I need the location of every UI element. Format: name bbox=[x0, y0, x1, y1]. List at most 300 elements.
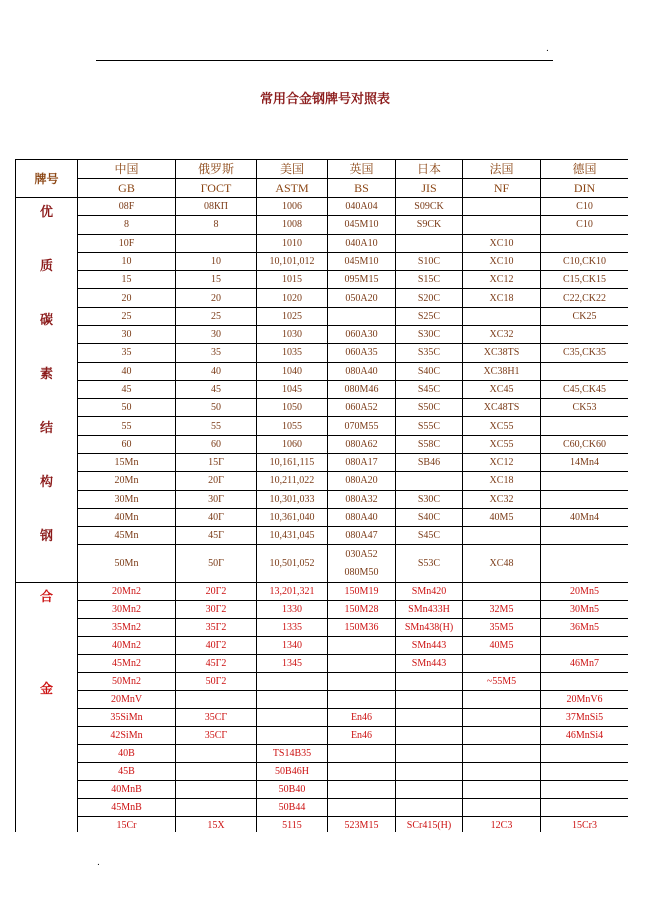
header-rule bbox=[96, 60, 553, 61]
table-cell: 1035 bbox=[257, 344, 328, 362]
steel-group-char: 合 bbox=[39, 590, 53, 605]
table-cell: 40 bbox=[78, 362, 176, 380]
table-cell bbox=[463, 583, 541, 601]
table-cell: 150M19 bbox=[328, 583, 396, 601]
table-row bbox=[16, 508, 629, 526]
table-row bbox=[16, 799, 629, 817]
table-cell bbox=[396, 799, 463, 817]
table-cell bbox=[541, 472, 629, 490]
table-cell bbox=[463, 691, 541, 709]
table-cell: 1340 bbox=[257, 637, 328, 655]
table-cell: 20 bbox=[78, 289, 176, 307]
table-cell: En46 bbox=[328, 709, 396, 727]
table-cell: 20 bbox=[176, 289, 257, 307]
table-cell: 35M5 bbox=[463, 619, 541, 637]
table-cell bbox=[541, 673, 629, 691]
table-row bbox=[16, 453, 629, 471]
table-cell: S30C bbox=[396, 325, 463, 343]
table-cell: XC32 bbox=[463, 490, 541, 508]
table-cell: 523M15 bbox=[328, 817, 396, 833]
table-cell bbox=[541, 637, 629, 655]
table-cell: 40Mn bbox=[78, 508, 176, 526]
table-cell: 20Mn bbox=[78, 472, 176, 490]
table-cell bbox=[463, 745, 541, 763]
table-cell: 050A20 bbox=[328, 289, 396, 307]
steel-grade-table-wrapper bbox=[15, 159, 628, 832]
table-cell: S25C bbox=[396, 307, 463, 325]
table-cell: SCr415(H) bbox=[396, 817, 463, 833]
table-cell: 5115 bbox=[257, 817, 328, 833]
table-cell: 10,101,012 bbox=[257, 252, 328, 270]
table-cell: 40 bbox=[176, 362, 257, 380]
table-cell: 50B46H bbox=[257, 763, 328, 781]
table-cell: 40Г bbox=[176, 508, 257, 526]
table-cell: 1006 bbox=[257, 198, 328, 216]
table-cell: C10 bbox=[541, 216, 629, 234]
table-row bbox=[16, 198, 629, 216]
table-cell: S9CK bbox=[396, 216, 463, 234]
table-cell: 10,301,033 bbox=[257, 490, 328, 508]
table-cell: C10,CK10 bbox=[541, 252, 629, 270]
table-cell bbox=[463, 655, 541, 673]
table-cell bbox=[541, 490, 629, 508]
table-cell: SMn420 bbox=[396, 583, 463, 601]
table-cell: 150M36 bbox=[328, 619, 396, 637]
table-row bbox=[16, 380, 629, 398]
country-header: 德国 bbox=[541, 160, 629, 179]
table-cell: 30Г2 bbox=[176, 601, 257, 619]
table-cell: 045M10 bbox=[328, 216, 396, 234]
table-cell: 1020 bbox=[257, 289, 328, 307]
table-cell: 50Mn bbox=[78, 545, 176, 583]
table-row bbox=[16, 417, 629, 435]
table-cell: XC48 bbox=[463, 545, 541, 583]
table-cell: 080A47 bbox=[328, 527, 396, 545]
table-row bbox=[16, 325, 629, 343]
table-cell: 40M5 bbox=[463, 637, 541, 655]
table-cell: 1040 bbox=[257, 362, 328, 380]
table-cell bbox=[463, 727, 541, 745]
table-cell bbox=[463, 781, 541, 799]
table-row bbox=[16, 271, 629, 289]
header-row-standards bbox=[16, 179, 629, 198]
table-cell: 10,361,040 bbox=[257, 508, 328, 526]
table-row bbox=[16, 691, 629, 709]
table-cell: CK25 bbox=[541, 307, 629, 325]
standard-header: DIN bbox=[541, 179, 629, 198]
table-cell: 35SiMn bbox=[78, 709, 176, 727]
table-cell: XC45 bbox=[463, 380, 541, 398]
table-cell: 080A32 bbox=[328, 490, 396, 508]
table-cell bbox=[328, 307, 396, 325]
table-cell: 50 bbox=[176, 399, 257, 417]
standard-header: ASTM bbox=[257, 179, 328, 198]
table-cell: 45Mn2 bbox=[78, 655, 176, 673]
steel-group-char: 质 bbox=[39, 259, 53, 274]
table-cell: XC38TS bbox=[463, 344, 541, 362]
table-cell: 50Г2 bbox=[176, 673, 257, 691]
table-cell: 45Mn bbox=[78, 527, 176, 545]
table-cell: 1335 bbox=[257, 619, 328, 637]
table-cell: 40MnB bbox=[78, 781, 176, 799]
table-cell: S10C bbox=[396, 252, 463, 270]
table-cell: 1010 bbox=[257, 234, 328, 252]
table-cell: 35 bbox=[78, 344, 176, 362]
table-cell: SMn443 bbox=[396, 637, 463, 655]
steel-group-char: 钢 bbox=[39, 529, 53, 544]
standard-header: NF bbox=[463, 179, 541, 198]
table-cell: 35CГ bbox=[176, 709, 257, 727]
table-cell: 20MnV bbox=[78, 691, 176, 709]
table-cell: 37MnSi5 bbox=[541, 709, 629, 727]
table-cell: 060A52 bbox=[328, 399, 396, 417]
table-cell: 35CГ bbox=[176, 727, 257, 745]
table-cell bbox=[328, 763, 396, 781]
table-cell bbox=[396, 472, 463, 490]
table-cell bbox=[541, 362, 629, 380]
table-cell: XC18 bbox=[463, 289, 541, 307]
steel-group-char: 结 bbox=[39, 421, 53, 436]
table-cell: C60,CK60 bbox=[541, 435, 629, 453]
table-cell: 1055 bbox=[257, 417, 328, 435]
table-cell: 30Г bbox=[176, 490, 257, 508]
table-row bbox=[16, 655, 629, 673]
table-cell: 35Mn2 bbox=[78, 619, 176, 637]
table-cell: 30Mn5 bbox=[541, 601, 629, 619]
table-cell: 040A04 bbox=[328, 198, 396, 216]
table-cell bbox=[463, 799, 541, 817]
table-cell bbox=[396, 781, 463, 799]
table-row bbox=[16, 727, 629, 745]
table-cell: 10 bbox=[78, 252, 176, 270]
table-cell: 55 bbox=[176, 417, 257, 435]
table-cell: 150M28 bbox=[328, 601, 396, 619]
table-cell: 080A62 bbox=[328, 435, 396, 453]
table-cell bbox=[176, 691, 257, 709]
table-cell bbox=[396, 234, 463, 252]
steel-group-char: 金 bbox=[39, 682, 53, 697]
table-cell: 070M55 bbox=[328, 417, 396, 435]
table-cell: 36Mn5 bbox=[541, 619, 629, 637]
table-cell: 45B bbox=[78, 763, 176, 781]
table-cell bbox=[328, 545, 396, 583]
table-row bbox=[16, 490, 629, 508]
table-cell: TS14B35 bbox=[257, 745, 328, 763]
table-cell: XC18 bbox=[463, 472, 541, 490]
table-row bbox=[16, 817, 629, 833]
table-cell: 46MnSi4 bbox=[541, 727, 629, 745]
standard-header: JIS bbox=[396, 179, 463, 198]
table-cell: 12C3 bbox=[463, 817, 541, 833]
table-cell bbox=[463, 709, 541, 727]
table-cell: C15,CK15 bbox=[541, 271, 629, 289]
table-row bbox=[16, 673, 629, 691]
table-cell: C35,CK35 bbox=[541, 344, 629, 362]
table-cell: 060A30 bbox=[328, 325, 396, 343]
steel-group-label bbox=[16, 583, 78, 833]
table-row bbox=[16, 637, 629, 655]
footer-mark: . bbox=[97, 858, 100, 868]
table-cell: 20Mn5 bbox=[541, 583, 629, 601]
table-row bbox=[16, 307, 629, 325]
table-cell: 1008 bbox=[257, 216, 328, 234]
table-cell bbox=[328, 673, 396, 691]
table-cell: 40Mn4 bbox=[541, 508, 629, 526]
table-cell: 30 bbox=[78, 325, 176, 343]
table-row bbox=[16, 435, 629, 453]
steel-grade-table bbox=[15, 159, 628, 832]
table-cell: 095M15 bbox=[328, 271, 396, 289]
table-cell bbox=[257, 691, 328, 709]
table-cell: 080A40 bbox=[328, 362, 396, 380]
country-header: 法国 bbox=[463, 160, 541, 179]
table-cell: 30 bbox=[176, 325, 257, 343]
table-cell: 40B bbox=[78, 745, 176, 763]
table-cell: 080A20 bbox=[328, 472, 396, 490]
standard-header: ГОСТ bbox=[176, 179, 257, 198]
table-cell: XC12 bbox=[463, 271, 541, 289]
table-cell: 15 bbox=[78, 271, 176, 289]
table-cell bbox=[396, 727, 463, 745]
table-cell: C10 bbox=[541, 198, 629, 216]
table-cell bbox=[541, 763, 629, 781]
country-header: 俄罗斯 bbox=[176, 160, 257, 179]
table-cell bbox=[463, 198, 541, 216]
table-cell: S50C bbox=[396, 399, 463, 417]
table-cell bbox=[176, 745, 257, 763]
table-cell: 15Mn bbox=[78, 453, 176, 471]
table-cell: 45 bbox=[78, 380, 176, 398]
table-cell: 50B40 bbox=[257, 781, 328, 799]
table-cell: 08КП bbox=[176, 198, 257, 216]
table-cell: 1345 bbox=[257, 655, 328, 673]
table-cell: 10,211,022 bbox=[257, 472, 328, 490]
table-cell bbox=[396, 745, 463, 763]
table-cell: 50B44 bbox=[257, 799, 328, 817]
table-cell: S45C bbox=[396, 527, 463, 545]
table-cell bbox=[328, 637, 396, 655]
table-cell bbox=[541, 325, 629, 343]
table-cell: S40C bbox=[396, 508, 463, 526]
table-cell: 15X bbox=[176, 817, 257, 833]
table-cell: 10F bbox=[78, 234, 176, 252]
country-header: 日本 bbox=[396, 160, 463, 179]
table-row bbox=[16, 583, 629, 601]
table-cell: 14Mn4 bbox=[541, 453, 629, 471]
table-cell: S55C bbox=[396, 417, 463, 435]
country-header: 中国 bbox=[78, 160, 176, 179]
table-cell: 15Cr bbox=[78, 817, 176, 833]
table-cell bbox=[541, 234, 629, 252]
table-cell bbox=[463, 216, 541, 234]
table-row bbox=[16, 399, 629, 417]
table-cell bbox=[463, 763, 541, 781]
table-cell bbox=[176, 781, 257, 799]
table-cell: 1025 bbox=[257, 307, 328, 325]
table-row bbox=[16, 545, 629, 583]
table-cell: 045M10 bbox=[328, 252, 396, 270]
table-row bbox=[16, 252, 629, 270]
table-cell: 8 bbox=[176, 216, 257, 234]
table-cell bbox=[328, 691, 396, 709]
table-cell bbox=[396, 709, 463, 727]
table-cell bbox=[257, 709, 328, 727]
table-cell: 10,431,045 bbox=[257, 527, 328, 545]
table-cell: C45,CK45 bbox=[541, 380, 629, 398]
table-cell bbox=[541, 527, 629, 545]
table-cell: XC55 bbox=[463, 417, 541, 435]
table-cell: 20Г2 bbox=[176, 583, 257, 601]
table-row bbox=[16, 745, 629, 763]
table-cell-line: 080M50 bbox=[344, 566, 379, 578]
table-row bbox=[16, 619, 629, 637]
table-cell: 25 bbox=[78, 307, 176, 325]
table-cell bbox=[541, 799, 629, 817]
table-cell: 060A35 bbox=[328, 344, 396, 362]
table-cell: XC48TS bbox=[463, 399, 541, 417]
table-cell: 35Г2 bbox=[176, 619, 257, 637]
table-cell: C22,CK22 bbox=[541, 289, 629, 307]
table-cell: 1015 bbox=[257, 271, 328, 289]
table-cell: 60 bbox=[78, 435, 176, 453]
table-row bbox=[16, 763, 629, 781]
table-row bbox=[16, 234, 629, 252]
table-cell bbox=[176, 234, 257, 252]
table-cell: 45MnB bbox=[78, 799, 176, 817]
table-cell: 46Mn7 bbox=[541, 655, 629, 673]
table-cell: 45Г2 bbox=[176, 655, 257, 673]
table-cell bbox=[328, 781, 396, 799]
table-cell bbox=[541, 417, 629, 435]
table-cell bbox=[463, 307, 541, 325]
table-cell: 25 bbox=[176, 307, 257, 325]
table-cell: S53C bbox=[396, 545, 463, 583]
table-row bbox=[16, 216, 629, 234]
steel-group-char: 构 bbox=[39, 475, 53, 490]
steel-group-char: 优 bbox=[39, 205, 53, 220]
table-cell: 080M46 bbox=[328, 380, 396, 398]
table-cell bbox=[396, 691, 463, 709]
table-cell: CK53 bbox=[541, 399, 629, 417]
table-cell bbox=[541, 545, 629, 583]
table-row bbox=[16, 527, 629, 545]
table-cell-line: 030A52 bbox=[345, 548, 378, 560]
table-cell: 50Г bbox=[176, 545, 257, 583]
steel-group-label bbox=[16, 198, 78, 583]
country-header: 美国 bbox=[257, 160, 328, 179]
table-cell: 20MnV6 bbox=[541, 691, 629, 709]
table-cell: 60 bbox=[176, 435, 257, 453]
table-cell: 40Г2 bbox=[176, 637, 257, 655]
table-cell: XC32 bbox=[463, 325, 541, 343]
table-cell: 1330 bbox=[257, 601, 328, 619]
header-mark: . bbox=[546, 44, 549, 54]
table-cell: SMn443 bbox=[396, 655, 463, 673]
table-cell: XC38H1 bbox=[463, 362, 541, 380]
table-cell bbox=[257, 727, 328, 745]
steel-group-char: 碳 bbox=[39, 313, 53, 328]
table-cell: 10 bbox=[176, 252, 257, 270]
table-cell: 20Mn2 bbox=[78, 583, 176, 601]
table-row bbox=[16, 709, 629, 727]
table-row bbox=[16, 344, 629, 362]
table-cell bbox=[328, 655, 396, 673]
table-cell: 50Mn2 bbox=[78, 673, 176, 691]
header-row-countries bbox=[16, 160, 629, 179]
table-cell: ~55M5 bbox=[463, 673, 541, 691]
table-row bbox=[16, 289, 629, 307]
table-cell: 15Cr3 bbox=[541, 817, 629, 833]
table-cell: 30Mn bbox=[78, 490, 176, 508]
table-cell: XC10 bbox=[463, 252, 541, 270]
table-cell bbox=[176, 799, 257, 817]
table-cell: XC12 bbox=[463, 453, 541, 471]
table-cell: 1050 bbox=[257, 399, 328, 417]
table-cell: S15C bbox=[396, 271, 463, 289]
table-cell: 10,161,115 bbox=[257, 453, 328, 471]
table-cell: 15 bbox=[176, 271, 257, 289]
steel-group-char: 素 bbox=[39, 367, 53, 382]
table-cell: SMn438(H) bbox=[396, 619, 463, 637]
table-cell: 13,201,321 bbox=[257, 583, 328, 601]
table-cell bbox=[396, 763, 463, 781]
table-cell: S40C bbox=[396, 362, 463, 380]
table-cell: S58C bbox=[396, 435, 463, 453]
table-cell: 42SiMn bbox=[78, 727, 176, 745]
table-cell: 55 bbox=[78, 417, 176, 435]
table-cell: 45 bbox=[176, 380, 257, 398]
table-cell: S09CK bbox=[396, 198, 463, 216]
table-cell: 080A17 bbox=[328, 453, 396, 471]
table-cell bbox=[463, 527, 541, 545]
table-cell: 080A40 bbox=[328, 508, 396, 526]
table-row bbox=[16, 601, 629, 619]
page-title: 常用合金钢牌号对照表 bbox=[259, 92, 390, 107]
table-cell bbox=[328, 745, 396, 763]
table-cell: 20Г bbox=[176, 472, 257, 490]
table-cell: 35 bbox=[176, 344, 257, 362]
table-cell: S30C bbox=[396, 490, 463, 508]
standard-header: GB bbox=[78, 179, 176, 198]
table-cell bbox=[396, 673, 463, 691]
table-cell: S45C bbox=[396, 380, 463, 398]
table-cell: 32M5 bbox=[463, 601, 541, 619]
table-cell: 1060 bbox=[257, 435, 328, 453]
table-cell: 10,501,052 bbox=[257, 545, 328, 583]
table-cell: 50 bbox=[78, 399, 176, 417]
table-cell bbox=[541, 781, 629, 799]
table-cell bbox=[328, 799, 396, 817]
table-cell: 08F bbox=[78, 198, 176, 216]
table-cell: S35C bbox=[396, 344, 463, 362]
table-cell: 15Г bbox=[176, 453, 257, 471]
table-cell: En46 bbox=[328, 727, 396, 745]
table-cell: 1045 bbox=[257, 380, 328, 398]
country-header: 英国 bbox=[328, 160, 396, 179]
table-cell: 30Mn2 bbox=[78, 601, 176, 619]
table-cell: S20C bbox=[396, 289, 463, 307]
table-cell: 40M5 bbox=[463, 508, 541, 526]
table-cell: SB46 bbox=[396, 453, 463, 471]
table-cell: XC55 bbox=[463, 435, 541, 453]
corner-label: 牌号 bbox=[16, 160, 78, 198]
table-cell: 40Mn2 bbox=[78, 637, 176, 655]
table-cell: 45Г bbox=[176, 527, 257, 545]
table-cell bbox=[176, 763, 257, 781]
table-cell: 040A10 bbox=[328, 234, 396, 252]
table-row bbox=[16, 781, 629, 799]
table-cell bbox=[541, 745, 629, 763]
